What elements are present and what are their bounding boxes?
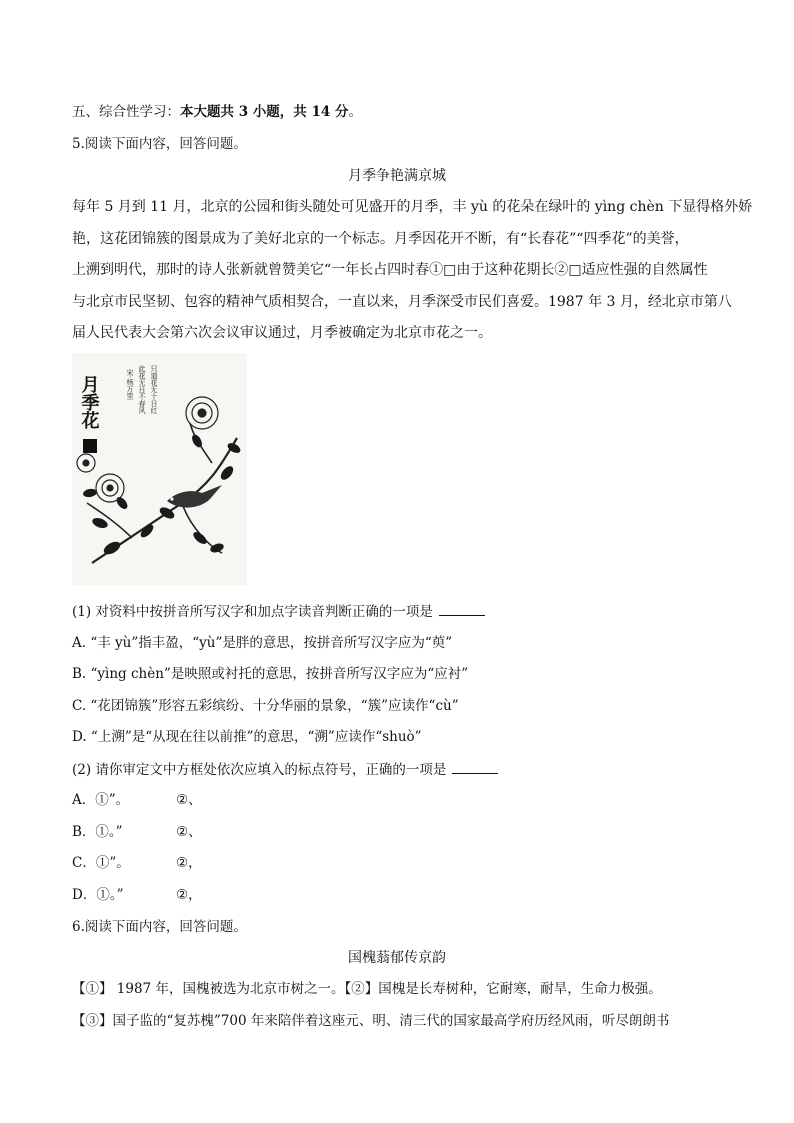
section-heading [72,102,362,122]
q5-sub1-stem [72,601,485,622]
punct-option-d-right: ②， [176,887,202,903]
paragraph-line: 上溯到明代，那时的诗人张新就曾赞美它“一年长占四时春①□由于这种花期长②□适应性强的自然属性 [72,262,708,278]
section-heading-suffix: 。 [348,104,362,120]
painting-title-char: 月季花 [78,375,100,429]
punct-option-a-right: ②、 [176,792,202,808]
paragraph-line: 届人民代表大会第六次会议审议通过，月季被确定为北京市花之一。 [72,325,492,341]
q5-paragraph [72,192,753,350]
option-b: B. “yìng chèn”是映照或衬托的意思，按拼音所写汉字应为“应衬” [72,666,469,682]
option-d: D. “上溯”是“从现在往以前推”的意思，“溯”应读作“shuò” [72,729,422,745]
punct-option-d: D．①。” [72,887,124,903]
option-a: A. “丰 yù”指丰盈，“yù”是胖的意思，按拼音所写汉字应为“萸” [72,635,453,651]
q5-sub2-stem [72,759,498,780]
q5-title: 月季争艳满京城 [348,168,446,184]
paragraph-line: 与北京市民坚韧、包容的精神气质相契合，一直以来，月季深受市民们喜爱。1987 年 3 月，经北京市第八 [72,293,732,310]
q6-line: 【①】 1987 年，国槐被选为北京市树之一。【②】国槐是长寿树种，它耐寒，耐旱，生命力极强。 [72,981,662,997]
sub1-stem-text: (1) 对资料中按拼音所写汉字和加点字读音判断正确的一项是 [72,604,433,620]
q5-intro: 5.阅读下面内容，回答问题。 [72,136,247,152]
q6-line: 【③】国子监的“复苏槐”700 年来陪伴着这座元、明、清三代的国家最高学府历经风雨，听尽朗朗书 [72,1013,670,1029]
section-heading-prefix: 五、综合性学习： [72,104,180,120]
painting-poem-col: 此花无日不春风 [138,365,146,414]
punct-option-c: C．①”。 [72,855,130,871]
painting-poem-col: 只道花无十日红 [150,365,158,414]
punct-option-a: A．①”。 [72,792,130,808]
answer-blank[interactable] [439,601,485,616]
paragraph-line: 艳，这花团锦簇的图景成为了美好北京的一个标志。月季因花开不断，有“长春花”“四季花”的美誉， [72,230,689,247]
section-heading-bold: 本大题共 3 小题，共 14 分 [180,104,349,120]
punct-option-b: B．①。” [72,824,123,840]
sub2-stem-text: (2) 请你审定文中方框处依次应填入的标点符号，正确的一项是 [72,762,447,778]
painting-seal [83,439,97,453]
punct-option-b-right: ②、 [176,824,202,840]
option-c: C. “花团锦簇”形容五彩缤纷、十分华丽的景象，“簇”应读作“cù” [72,698,459,714]
painting-poem-col: 宋·杨万里 [126,369,134,400]
rose-painting [72,353,247,585]
rose-painting-illustration [72,353,247,585]
answer-blank[interactable] [452,759,498,774]
q6-intro: 6.阅读下面内容，回答问题。 [72,919,247,935]
q6-title: 国槐蓊郁传京韵 [348,950,446,966]
paragraph-line: 每年 5 月到 11 月，北京的公园和街头随处可见盛开的月季，丰 yù 的花朵在绿叶的 yìng chèn 下显得格外娇 [72,199,753,215]
punct-option-c-right: ②， [176,855,202,871]
